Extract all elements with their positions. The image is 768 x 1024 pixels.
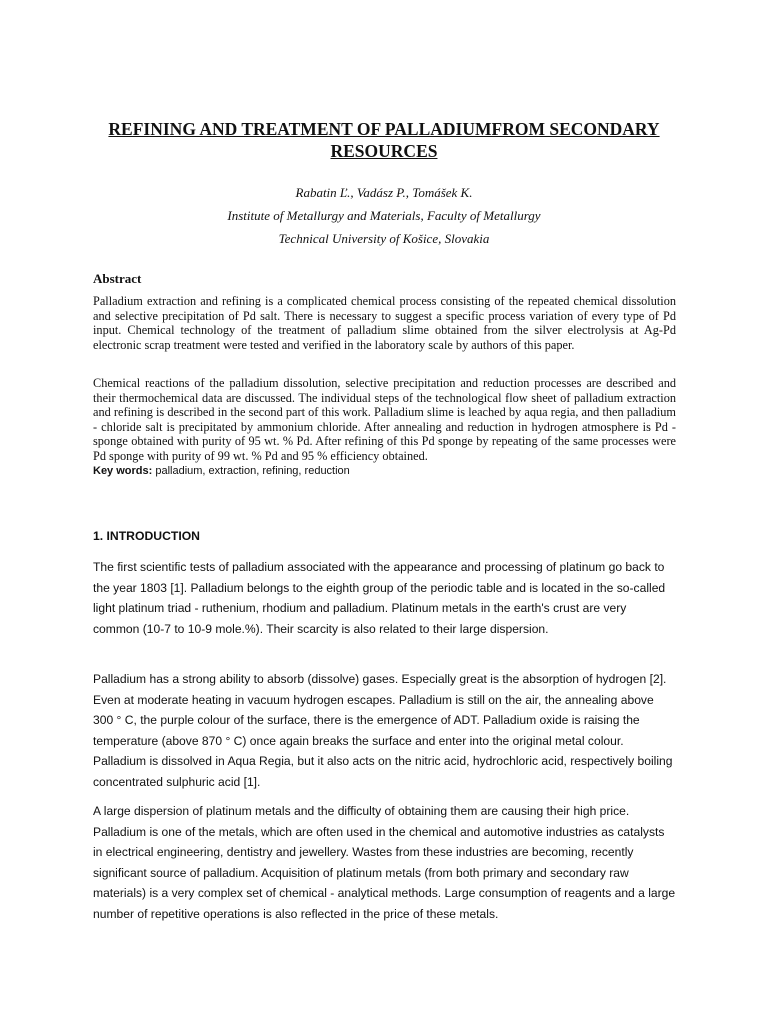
paper-title-line1: REFINING AND TREATMENT OF PALLADIUMFROM SECONDARY xyxy=(108,119,660,139)
affiliation-line2: Technical University of Košice, Slovakia xyxy=(278,231,490,246)
keywords-label: Key words: xyxy=(93,465,153,477)
keywords xyxy=(93,465,350,477)
abstract-heading: Abstract xyxy=(93,271,142,286)
body-paragraph: A large dispersion of platinum metals and the difficulty of obtaining them are causing their high price. Palladium is one of the metals, which are often used in the chemical and automotive industries as catalysts in electrical engineering, dentistry and jewellery. Wastes from these industries are becoming, recently significant source of palladium. Acquisition of platinum metals (from both primary and secondary raw materials) is a very complex set of chemical - analytical methods. Large consumption of reagents and a large number of repetitive operations is also reflected in the price of these metals. xyxy=(93,804,676,921)
authors: Rabatin Ľ., Vadász P., Tomášek K. xyxy=(295,185,473,200)
abstract-paragraph: Palladium extraction and refining is a complicated chemical process consisting of the repeated chemical dissolution and selective precipitation of Pd salt. There is necessary to suggest a specific process variation of every type of Pd input. Chemical technology of the treatment of palladium slime obtained from the silver electrolysis at Ag-Pd electronic scrap treatment were tested and verified in the laboratory scale by authors of this paper. xyxy=(93,294,676,352)
section-heading: 1. INTRODUCTION xyxy=(93,529,200,543)
paper-title xyxy=(92,118,676,162)
keywords-text: palladium, extraction, refining, reduction xyxy=(152,465,350,477)
body-paragraph: The first scientific tests of palladium associated with the appearance and processing of platinum go back to the year 1803 [1]. Palladium belongs to the eighth group of the periodic table and is located in the so-called light platinum triad - ruthenium, rhodium and palladium. Platinum metals in the earth's crust are very common (10-7 to 10-9 mole.%). Their scarcity is also related to their large dispersion. xyxy=(93,560,666,636)
affiliation-line1: Institute of Metallurgy and Materials, Faculty of Metallurgy xyxy=(227,208,541,223)
paper-title-line2: RESOURCES xyxy=(330,141,438,161)
body-paragraph: Palladium has a strong ability to absorb (dissolve) gases. Especially great is the absorption of hydrogen [2]. Even at moderate heating in vacuum hydrogen escapes. Palladium is still on the air, the annealing above 300 ° C, the purple colour of the surface, there is the emergence of ADT. Palladium oxide is raising the temperature (above 870 ° C) once again breaks the surface and enter into the original metal colour. Palladium is dissolved in Aqua Regia, but it also acts on the nitric acid, hydrochloric acid, respectively boiling concentrated sulphuric acid [1]. xyxy=(93,672,673,789)
abstract-paragraph: Chemical reactions of the palladium dissolution, selective precipitation and reduction processes are described and their thermochemical data are discussed. The individual steps of the technological flow sheet of palladium extraction and refining is described in the second part of this work. Palladium slime is leached by aqua regia, and then palladium - chloride salt is precipitated by ammonium chloride. After annealing and reduction in hydrogen atmosphere is Pd - sponge obtained with purity of 95 wt. % Pd. After refining of this Pd sponge by repeating of the same processes were Pd sponge with purity of 99 wt. % Pd and 95 % efficiency obtained. xyxy=(93,376,676,463)
